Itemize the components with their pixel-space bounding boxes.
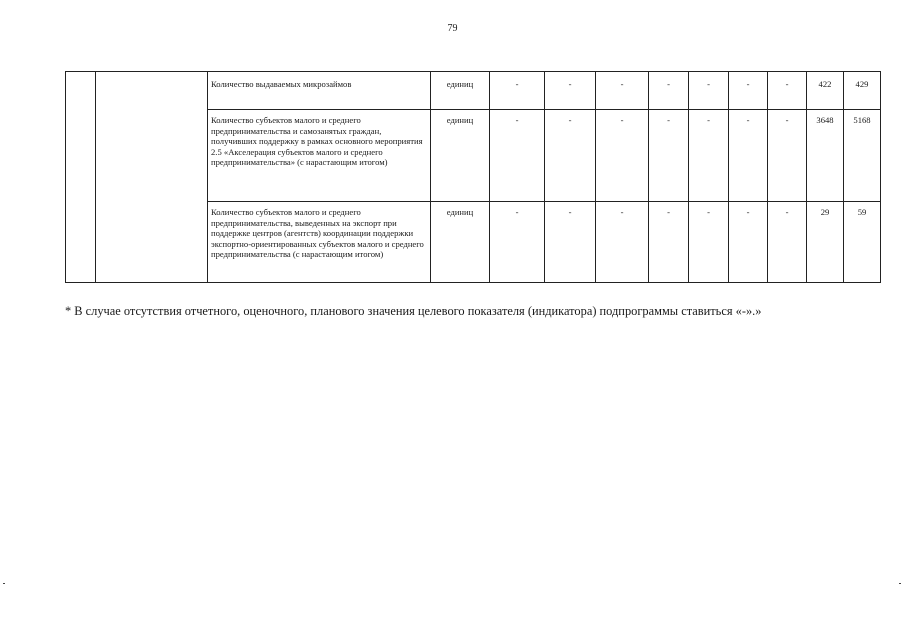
table-row <box>66 72 881 110</box>
value-cell: - <box>596 72 649 110</box>
value-cell: - <box>649 72 689 110</box>
indicator-unit: единиц <box>431 202 490 283</box>
value-cell: - <box>649 110 689 202</box>
value-cell: - <box>689 72 729 110</box>
value-cell: - <box>596 110 649 202</box>
scan-edge-mark <box>899 583 901 584</box>
value-cell: - <box>768 202 807 283</box>
value-cell: 422 <box>807 72 844 110</box>
page-number: 79 <box>447 23 458 34</box>
value-cell: - <box>649 202 689 283</box>
value-cell: - <box>490 202 545 283</box>
indicators-table <box>65 71 881 283</box>
value-cell: 5168 <box>844 110 881 202</box>
value-cell: - <box>768 72 807 110</box>
value-cell: 29 <box>807 202 844 283</box>
value-cell: - <box>689 110 729 202</box>
value-cell: - <box>729 202 768 283</box>
value-cell: - <box>490 72 545 110</box>
indicator-name: Количество субъектов малого и среднего предпринимательства и самозанятых граждан, получивших поддержку в рамках основного мероприятия 2.5 «Акселерация субъектов малого и среднего предпринимательства» (с нарастающим итогом) <box>208 110 431 202</box>
value-cell: - <box>490 110 545 202</box>
indicator-name: Количество выдаваемых микрозаймов <box>208 72 431 110</box>
value-cell: - <box>596 202 649 283</box>
value-cell: 3648 <box>807 110 844 202</box>
indicator-unit: единиц <box>431 110 490 202</box>
indicator-name: Количество субъектов малого и среднего предпринимательства, выведенных на экспорт при поддержке центров (агентств) координации поддержки экспортно-ориентированных субъектов малого и среднего предпринимательства (с нарастающим итогом) <box>208 202 431 283</box>
scan-edge-mark <box>3 583 5 584</box>
footnote: * В случае отсутствия отчетного, оценочного, планового значения целевого показателя (индикатора) подпрограммы ставиться «-».» <box>65 304 762 318</box>
indicator-unit: единиц <box>431 72 490 110</box>
value-cell: - <box>545 110 596 202</box>
value-cell: - <box>729 72 768 110</box>
value-cell: - <box>545 72 596 110</box>
empty-number-cell <box>66 72 96 283</box>
value-cell: - <box>545 202 596 283</box>
value-cell: 429 <box>844 72 881 110</box>
value-cell: - <box>689 202 729 283</box>
empty-subprogram-cell <box>96 72 208 283</box>
value-cell: - <box>768 110 807 202</box>
value-cell: 59 <box>844 202 881 283</box>
value-cell: - <box>729 110 768 202</box>
